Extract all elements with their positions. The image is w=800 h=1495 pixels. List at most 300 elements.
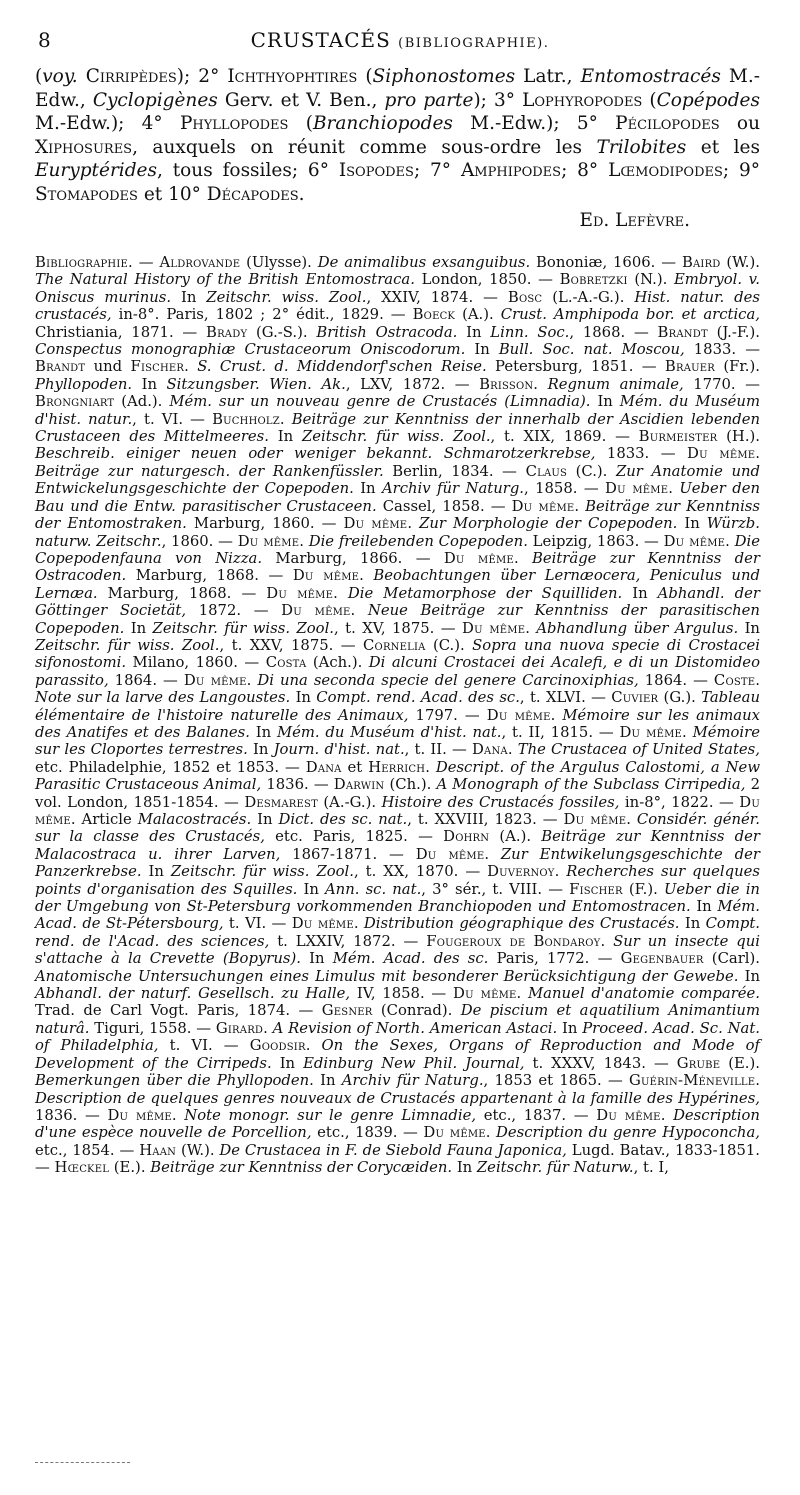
ref-text: , t. XIX, 1869. — [490,428,639,446]
ref-text: , t. XXV, 1875. — [219,636,364,654]
intro-seg: Stomapodes [35,183,138,205]
ref-title: Mémoire sur les animaux des Anatifes et des Balanes. [35,706,760,741]
ref-text: t. LXXIV, 1872. — [269,932,427,950]
ref-title: Würzb. naturw. Zeitschr. [35,515,760,550]
intro-seg [78,66,86,87]
intro-seg: Isopodes [338,160,414,182]
ref-text: (F.). [622,880,664,898]
ref-text: 1872. — [186,602,282,620]
intro-seg: M.-Edw., [35,66,760,111]
ref-text: t. VI. — [223,915,292,933]
ref-title: Zeitschr. für Naturw. [476,1159,634,1177]
ref-title: Distribution géographique des Crustacés. [363,915,680,933]
ref-text: . [184,358,198,376]
ref-text: , t. VI. — [132,410,213,428]
intro-seg: Cyclopigènes [92,89,218,111]
ref-text: etc., 1854. — [35,1141,140,1159]
ref-text: . [725,532,735,550]
ref-title: Anatomische Untersuchungen eines Limulus mit besonderer Berücksichtigung der Gewebe. [35,967,739,985]
ref-title: Recherches sur quelques points d'organisation des Squilles. [35,863,760,898]
running-title [30,28,770,52]
ref-text: (Ad.). [114,393,170,411]
ref-author: Haan [139,1141,177,1159]
ref-text: London, 1850. — [414,271,560,289]
author-signature: Ed. Lefèvre. [579,209,690,231]
intro-seg: M.-Edw.); 5° [452,113,616,135]
ref-text: , LXV, 1872. — [345,375,480,393]
ref-author: Claus [525,462,568,480]
ref-author: Du même [511,497,575,515]
ref-title: Zeitschr. für wiss. Zool. [170,863,354,881]
ref-author: Buchholz [212,410,280,428]
ref-text: , t. XV, 1875. — [334,619,463,637]
ref-text: in-8°. Paris, 1802 ; 2° édit., 1829. — [111,306,413,324]
ref-text: , 1853 et 1865. — [483,1072,630,1090]
ref-title: Embryol. v. Oniscus murinus. [35,271,760,306]
ref-title: On the Sexes, Organs of Reproduction and Mode of Development of the Cirripeds. [35,1037,760,1072]
ref-title: Ueber den Bau und die Entw. parasitischer Crustaceen. [35,480,760,515]
ref-text: (W.). [720,254,760,271]
ref-text: , 1858. — [524,480,606,498]
running-title-main: CRUSTACÉS [250,28,391,52]
ref-text: . [353,915,364,933]
intro-seg: ); 3° [473,89,523,111]
ref-text: , t. XX, 1870. — [353,863,488,881]
ref-title: Malacostracés. [137,811,252,828]
intro-seg: Trilobites [596,136,687,158]
ref-text: In [141,863,171,881]
ref-title: Sur un insecte qui s'attache à la Crevette (Bopyrus). [35,932,760,968]
ref-title: Zeitschr. für wiss. Zool. [301,428,491,446]
ref-title: Phyllopoden. [35,375,133,393]
ref-author: Brongniart [35,393,115,411]
ref-text: (J.-F.). [707,323,760,341]
ref-title: Note sur la larve des Langoustes. [35,689,291,707]
ref-text: 1797. — [408,706,487,724]
ref-text: (Conrad). [372,1002,461,1020]
ref-text: Marburg, 1866. — [262,549,444,567]
ref-author: Du même [35,793,760,828]
intro-seg: pro parte [384,89,474,111]
ref-text: In [313,1072,342,1090]
ref-title: Ann. sc. nat. [325,880,422,898]
ref-text: In [452,1159,477,1177]
ref-text: . [554,863,567,881]
ref-title: Die Metamorphose der Squilliden. [347,584,623,602]
ref-text: . [682,723,693,741]
ref-author: Boeck [412,306,456,324]
ref-title: Beiträge zur naturgesch. der Rankenfüssler. [35,462,384,480]
ref-text: , t. XLVI. — [519,689,612,707]
ref-text: . [574,497,586,515]
ref-title: Abhandlung über Argulus. [536,619,739,637]
intro-seg: Décapodes [206,183,299,205]
ref-author: Bosc [507,288,543,306]
ref-text: In [251,811,279,828]
ref-text: Tiguri, 1558. — [89,1019,216,1037]
ref-text: Trad. de Carl Vogt. Paris, 1874. — [35,1002,322,1020]
ref-text: 1833. — [684,341,760,359]
ref-author: Hœckel [54,1159,110,1177]
ref-text: 1836. — [261,776,334,794]
ref-title: Abhandl. der Göttinger Societät, [35,584,760,620]
ref-text: . [755,671,760,689]
ref-title: Proceed. Acad. Sc. Nat. of Philadelphia, [35,1019,760,1055]
ref-author: Cuvier [611,689,659,707]
ref-text: . [171,1106,185,1124]
ref-text: In [677,515,707,533]
ref-title: Mém. du Muséum d'hist. nat. [276,723,502,741]
intro-seg: ou [719,113,760,135]
ref-title: Neue Beiträge zur Kenntniss der parasitischen Copepoden. [35,602,760,637]
ref-author: Brandt [657,323,708,341]
footer-rule [35,1462,130,1463]
ref-author: Aldrovande [159,254,241,271]
ref-title: Zur Morphologie der Copepoden. [419,515,678,533]
ref-text: . [507,741,518,759]
ref-text: Lugd. Batav., 1833-1851. — [35,1141,760,1177]
ref-text: In [457,323,491,341]
intro-seg: ( [357,66,373,87]
ref-author: Du même [443,549,514,567]
ref-author: Baird [681,254,721,271]
ref-text: — [132,254,160,271]
ref-text: IV, 1858. — [350,985,453,1003]
ref-text: (G.). [658,689,702,707]
ref-title: Zeitschr. für wiss. Zool. [152,619,335,637]
ref-title: Ueber die in der Umgebung von St-Petersburg vorkommenden Branchiopoden und Entomostracen. [35,880,760,916]
ref-title: Mém. sur un nouveau genre de Crustacés (Limnadia). [169,393,591,411]
intro-seg: Siphonostomes [372,66,516,87]
ref-author: Brandt [35,358,86,376]
ref-text: (Ulysse). [240,254,318,271]
ref-author: Burmeister [638,428,718,446]
ref-title: Die Copepodenfauna von Nizza. [35,532,760,567]
intro-seg: Euryptérides [35,160,157,182]
ref-text: 1864. — [108,671,184,689]
ref-text: , 1868. — [569,323,658,341]
ref-author: Desmarest [244,793,318,811]
ref-text: (H.). [717,428,760,446]
ref-text: , t. II. — [404,741,472,759]
ref-author: Du même [343,515,408,533]
ref-title: Beobachtungen über Lernæocera, Peniculus und Lernæa. [35,567,760,602]
ref-text: Marburg, 1860. — [186,515,344,533]
ref-text: Petersburg, 1851. — [486,358,665,376]
ref-text: In [690,898,718,916]
intro-seg: Gerv. et V. Ben., [217,89,385,111]
ref-text: . [279,410,292,428]
ref-title: Hist. natur. des crustacés, [35,288,761,324]
ref-title: De piscium et aquatilium Animantium naturâ. [35,1002,760,1037]
ref-text: In [622,584,658,602]
ref-text: , 3° sér., t. VIII. — [421,880,570,898]
ref-author: Du même [453,985,517,1003]
ref-text: . [359,567,374,585]
ref-author: Goodsir [249,1037,306,1055]
ref-author: Du même [292,567,360,585]
ref-title: Dict. des sc. nat. [278,811,408,828]
ref-title: Manuel d'anatomie comparée. [528,985,760,1003]
ref-title: Compt. rend. Acad. des sc. [316,689,520,707]
ref-author: Guérin-Méneville [629,1072,756,1090]
ref-author: Brady [206,323,248,341]
ref-title: Sopra una nuova specie di Crostacei sifonostomi. [35,636,760,672]
ref-title: Bemerkungen über die Phyllopoden. [35,1072,314,1090]
ref-text: etc., 1837. — [476,1106,597,1124]
intro-seg: ; 8° [561,160,609,182]
ref-author: Coste [713,671,756,689]
ref-text: (G.-S.). [247,323,317,341]
ref-text: Milano, 1860. — [126,654,266,672]
ref-text: et [341,758,369,776]
bibliography-heading: Bibliographie. [35,254,133,271]
ref-text: Paris, 1772. — [488,950,621,968]
ref-text: 2 vol. London, 1851-1854. — [35,776,760,811]
ref-text: . [246,671,258,689]
ref-author: Dana [305,758,342,776]
ref-title: Di alcuni Crostacei dei Acalefi, e di un Distomideo parassito, [35,654,760,689]
ref-text: In [738,619,760,637]
intro-seg: et 10° [137,183,207,205]
ref-text: , 1860. — [161,532,238,550]
ref-text: . [485,1124,497,1142]
ref-text: . [305,1037,322,1055]
ref-text: In [465,341,499,359]
ref-text: . [350,602,368,620]
intro-seg: Entomostracés [580,66,721,87]
intro-seg: ); 2° [176,66,228,87]
ref-text: . [550,706,563,724]
ref-title: Crust. Amphipoda bor. et arctica, [500,306,760,324]
ref-author: Bobretzki [559,271,628,289]
ref-text: . Article [70,811,138,828]
intro-seg: . [298,183,305,205]
ref-text: . [333,584,348,602]
ref-text: (C.). [567,462,616,480]
ref-author: Du même [183,671,247,689]
ref-title: Considér. génér. sur la classe des Crustacés, [35,811,760,846]
intro-seg: Pécilopodes [615,113,720,135]
ref-title: Zeitschr. wiss. Zool. [206,288,367,306]
ref-text: . [755,445,760,463]
ref-text: etc. Philadelphie, 1852 et 1853. — [35,758,306,776]
ref-author: Du même [619,723,683,741]
ref-title: Mém. Acad. de St-Pétersbourg, [35,898,760,933]
ref-title: Zur Anatomie und Entwickelungsgeschichte der Copepoden. [35,462,760,498]
ref-title: Linn. Soc. [490,323,570,341]
ref-author: Grube [676,1054,721,1072]
ref-text: Leipzig, 1863. — [527,532,664,550]
intro-seg: et les [686,136,760,158]
ref-text: In [590,393,620,411]
ref-text: , t. II, 1815. — [501,723,620,741]
ref-title: Conspectus monographiæ Crustaceorum Oniscodorum. [35,341,466,359]
ref-text: (N.). [627,271,674,289]
ref-text: Marburg, 1868. — [126,567,293,585]
ref-author: Du même [563,811,627,828]
ref-text: t. VI. — [158,1037,250,1055]
intro-seg: Cirripèdes [85,66,177,87]
ref-text: In [268,428,302,446]
intro-seg: Ichthyophtires [227,66,358,87]
ref-text: In [124,619,153,637]
ref-title: Regnum animale, [547,375,684,393]
ref-title: Beiträge zur Kenntniss der Corycæiden. [150,1159,453,1177]
ref-title: Zur Entwikelungsgeschichte der Panzerkrebse. [35,845,760,881]
ref-title: De animalibus exsanguibus. [317,254,531,271]
intro-seg: Xiphosures [35,136,133,158]
ref-author: Herrich [368,758,426,776]
ref-author: Fougeroux de Bondaroy [426,932,601,950]
ref-text: (Carl). [703,950,760,968]
ref-title: Zeitschr. für wiss. Zool. [35,636,220,654]
intro-text [35,65,760,232]
ref-title: Edinburg New Phil. Journal, [303,1054,525,1072]
ref-text: 1867-1871. — [280,845,416,863]
bibliography-text [35,254,760,1177]
ref-author: Duvernoy [487,863,555,881]
ref-text: . [407,515,420,533]
ref-text: . [668,480,680,498]
ref-text: , t. XXVIII, 1823. — [407,811,564,828]
ref-text: In [290,689,317,707]
ref-title: Archiv für Naturg. [381,480,525,498]
intro-seg: , auxquels on réunit comme sous-ordre les [132,136,597,158]
ref-text: und [85,358,131,376]
ref-text: In [557,1019,583,1037]
ref-text: Berlin, 1834. — [383,462,526,480]
ref-text: In [271,1054,304,1072]
ref-author: Costa [265,654,307,672]
ref-title: Histoire des Crustacés fossiles, [381,793,620,811]
ref-text: in-8°, 1822. — [619,793,740,811]
ref-text: 1836. — [35,1106,108,1124]
ref-title: S. Crust. d. Middendorf'schen Reise. [197,358,487,376]
ref-text: In [247,741,274,759]
ref-title: Description de quelques genres nouveaux de Crustacés appartenant à la famille des Hypérines, [35,1089,760,1107]
ref-text: (A.). [455,306,501,324]
ref-author: Darwin [333,776,385,794]
ref-text: In [679,915,706,933]
intro-paragraph [35,65,760,232]
ref-text: (A.-G.). [317,793,382,811]
intro-seg: Latr., [515,66,581,87]
ref-title: Beiträge zur Kenntniss der innerhalb der Ascidien lebenden Crustaceen des Mittelmeeres. [35,410,760,446]
ref-author: Du même [687,445,756,463]
ref-text: Cassel, 1858. — [376,497,512,515]
ref-text: , t. I, [633,1159,669,1177]
ref-title: Mém. du Muséum d'hist. natur. [35,393,760,428]
ref-text: (Ch.). [384,776,437,794]
ref-text: Marburg, 1868. — [97,584,267,602]
ref-text: (L.-A.-G.). [542,288,635,306]
ref-author: Girard [215,1019,264,1037]
ref-text: Christiania, 1871. — [35,323,206,341]
ref-author: Du même [281,602,351,620]
ref-title: Di una seconda specie del genere Carcinoxiphias, [257,671,639,689]
ref-text: Bononiæ, 1606. — [530,254,682,271]
ref-author: Du même [423,1124,486,1142]
ref-title: The Natural History of the British Entomostraca. [35,271,415,289]
running-title-sub: (BIBLIOGRAPHIE). [398,36,550,51]
ref-text: . [513,549,532,567]
ref-author: Fischer [130,358,185,376]
intro-seg: Phyllopodes [179,113,289,135]
ref-text: . [626,811,637,828]
ref-title: Note monogr. sur le genre Limnadie, [184,1106,477,1124]
intro-seg: ; 7° [413,160,461,182]
intro-seg: Copépodes [656,89,760,111]
ref-title: Beiträge zur Kenntniss der Ostracoden. [35,549,760,585]
ref-title: Abhandl. der naturf. Gesellsch. zu Halle, [35,985,351,1003]
ref-text: In [353,480,382,498]
ref-author: Du même [291,915,354,933]
ref-text: In [738,967,760,985]
ref-title: Sitzungsber. Wien. Ak. [166,375,346,393]
ref-title: Beschreib. einiger neuen oder weniger bekannt. Schmarotzerkrebse, [35,445,596,463]
ref-text: (C.). [425,636,473,654]
ref-text: In [300,950,333,968]
ref-text: . [755,1072,760,1090]
ref-title: Description du genre Hypoconcha, [496,1124,760,1142]
intro-seg: Branchiopodes [312,113,453,135]
ref-text: (Fr.). [714,358,760,376]
ref-text: . [600,932,614,950]
ref-text: (A.). [489,828,542,846]
ref-text: (E.). [109,1159,151,1177]
ref-text: . [425,758,436,776]
ref-text: . [533,375,548,393]
ref-author: Brisson [479,375,534,393]
ref-text: , XXIV, 1874. — [366,288,508,306]
ref-author: Brauer [664,358,715,376]
ref-title: Die freilebenden Copepoden. [308,532,528,550]
page-number: 8 [38,28,51,52]
ref-author: Du même [107,1106,172,1124]
intro-seg: ( [288,113,313,135]
page-header [30,28,770,60]
ref-author: Du même [266,584,334,602]
ref-title: British Ostracoda. [316,323,458,341]
ref-author: Du même [596,1106,661,1124]
ref-author: Du même [415,845,485,863]
intro-seg: ; 9° [722,160,761,182]
ref-text: (Ach.). [306,654,369,672]
ref-author: Du même [237,532,300,550]
intro-seg: Lophyropodes [522,89,643,111]
ref-author: Cornelia [363,636,426,654]
ref-text: . [299,532,309,550]
intro-seg: , tous fossiles; 6° [156,160,339,182]
ref-text: . [263,1019,273,1037]
ref-text: etc. Paris, 1825. — [264,828,444,846]
ref-text: . [484,845,501,863]
ref-title: Journ. d'hist. nat. [273,741,405,759]
ref-text: In [132,375,167,393]
ref-title: Tableau élémentaire de l'histoire naturelle des Animaux, [35,689,760,724]
ref-author: Dohrn [443,828,490,846]
ref-author: Dana [471,741,508,759]
ref-title: A Monograph of the Subclass Cirripedia, [436,776,746,794]
ref-text: 1770. — [683,375,760,393]
ref-author: Fischer [569,880,623,898]
ref-author: Du même [605,480,669,498]
ref-title: A Revision of North. American Astaci. [272,1019,558,1037]
bibliography-section [35,254,760,1177]
ref-author: Du même [486,706,551,724]
ref-title: De Crustacea in F. de Siebold Fauna Japonica, [219,1141,567,1159]
